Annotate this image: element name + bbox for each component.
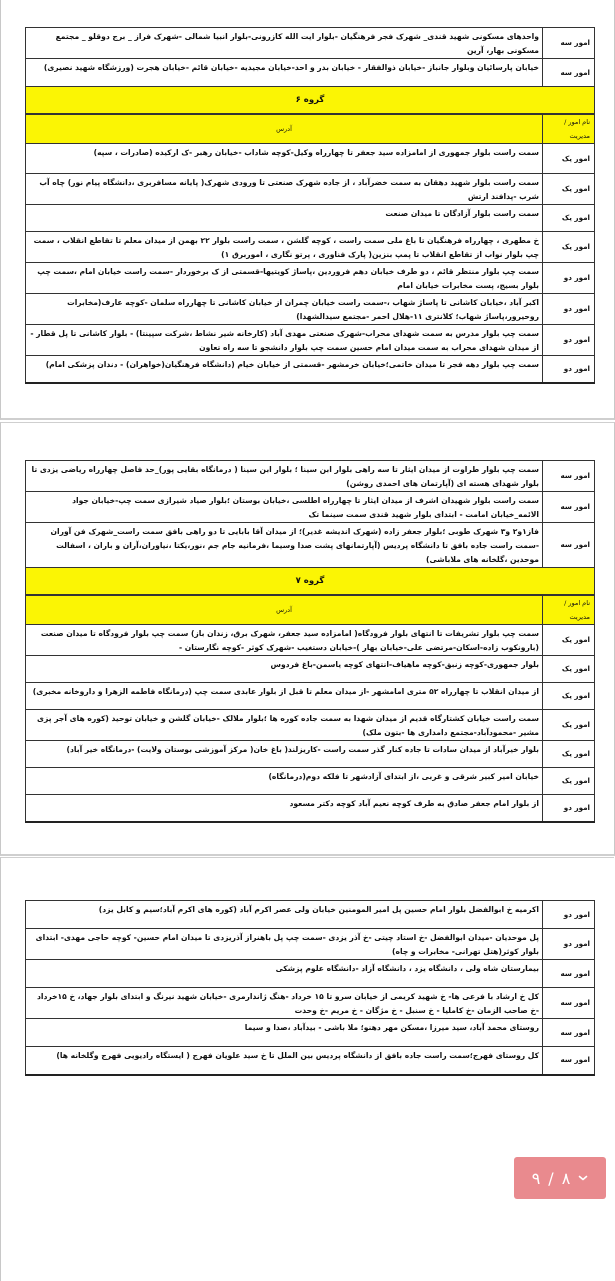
dept-cell: امور سه — [543, 1019, 595, 1047]
column-header-address: آدرس — [26, 595, 543, 625]
table-row — [26, 205, 595, 232]
column-header-address: آدرس — [26, 114, 543, 144]
schedule-table-page-1 — [25, 27, 595, 384]
dept-cell: امور سه — [543, 492, 595, 523]
group-title: گروه ۶ — [26, 87, 595, 115]
dept-cell: امور دو — [543, 356, 595, 383]
table-row — [26, 741, 595, 768]
table-row — [26, 960, 595, 988]
address-cell: خیابان پارسائیان وبلوار جانباز -خیابان ذوالفقار - خیابان بدر و احد-خیابان مجیدیه -خیابان قائم -خیابان هجرت (ورزشگاه شهید نصیری) — [26, 59, 543, 87]
dept-cell: امور یک — [543, 205, 595, 232]
address-cell: سمت راست خیابان کشتارگاه قدیم از میدان شهدا به سمت جاده کوره ها ؛بلوار ملالک -خیابان گلشن و خیابان توحید (کوره های آجر پزی مشیر -محمودآباد-مجتمع دامداری ها -بتون ملک) — [26, 710, 543, 741]
dept-cell: امور سه — [543, 988, 595, 1019]
column-header-row — [26, 114, 595, 144]
address-cell: سمت راست بلوار جمهوری از امامزاده سید جعفر تا چهارراه وکیل-کوچه شاداب -خیابان رهبر -ک ارکیده (صادرات ، سپه) — [26, 144, 543, 174]
table-row — [26, 929, 595, 960]
address-cell: سمت چپ بلوار تشریفات تا انتهای بلوار فرودگاه( امامزاده سید جعفر، شهرک برق، زندان باز) سمت چپ بلوار فرودگاه تا میدان صنعت (بارونکوب زاده-اسکان-مرتضی علی-خیابان بهار )-خیابان دستغیب -شهرک کوثر -کوچه نگارستان - — [26, 625, 543, 656]
address-cell: فاز۱و۲ و۳ شهرک طوبی ؛بلوار جعفر زاده (شهرک اندیشه غدیر)؛ از میدان آقا بابایی تا دو راهی بافق سمت راست_شهرک فن آوران -سمت راست جاده بافق تا دانشگاه پردیس (آپارتمانهای پشت صدا وسیما ،فرمانیه جام جم ،نور،یکتا ،نیاوران،آران و باران ، اسفالت موحدین ،گلخانه های ملاباشی) — [26, 523, 543, 568]
table-row — [26, 232, 595, 263]
table-row — [26, 356, 595, 383]
dept-cell: امور دو — [543, 325, 595, 356]
table-row — [26, 795, 595, 822]
schedule-table-page-2 — [25, 460, 595, 823]
table-row — [26, 1019, 595, 1047]
dept-cell: امور دو — [543, 795, 595, 822]
address-cell: واحدهای مسکونی شهید قندی_ شهرک فجر فرهنگیان -بلوار ایت الله کازرونی-بلوار انبیا شمالی -شهرک فراز _ برج دوقلو _ مجتمع مسکونی بهار، آرین — [26, 28, 543, 59]
address-cell: روستای محمد آباد، سید میرزا ،مسکن مهر دهنو؛ ملا باشی - بیدآباد ،صدا و سیما — [26, 1019, 543, 1047]
column-header-dept: نام امور /مدیریت — [543, 595, 595, 625]
dept-cell: امور یک — [543, 656, 595, 683]
dept-cell: امور سه — [543, 28, 595, 59]
page-total: ۹ — [531, 1168, 541, 1188]
table-row — [26, 988, 595, 1019]
group-title: گروه ۷ — [26, 568, 595, 596]
address-cell: از بلوار امام جعفر صادق به طرف کوچه نعیم آباد کوچه دکتر مسعود — [26, 795, 543, 822]
table-row — [26, 656, 595, 683]
address-cell: سمت چپ بلوار مدرس به سمت شهدای محراب-شهرک صنعتی مهدی آباد (کارخانه شیر نشاط ،شرکت سپینتا) - بلوار کاشانی تا پل قطار - از میدان شهدای محراب به سمت میدان امام حسین سمت چپ بلوار دانشجو تا سه راه تعاون — [26, 325, 543, 356]
page-current: ۸ — [561, 1168, 571, 1188]
table-row — [26, 263, 595, 294]
table-row — [26, 461, 595, 492]
dept-cell: امور سه — [543, 59, 595, 87]
dept-cell: امور یک — [543, 768, 595, 795]
table-row — [26, 294, 595, 325]
address-cell: سمت راست بلوار شهید دهقان به سمت خضرآباد ، از جاده شهرک صنعتی تا ورودی شهرک( پایانه مسافربری ،دانشگاه پیام نور) چاه آب شرب -پدافند ارتش — [26, 174, 543, 205]
address-cell: سمت راست بلوار آزادگان تا میدان صنعت — [26, 205, 543, 232]
page-indicator-button[interactable] — [514, 1157, 606, 1199]
table-row — [26, 144, 595, 174]
address-cell: بلوار خیرآباد از میدان سادات تا جاده کنار گذر سمت راست -کاریزلند( باغ خان( مرکز آموزشی بوستان ولایت) -درمانگاه خیر آباد) — [26, 741, 543, 768]
schedule-table-page-3 — [25, 900, 595, 1076]
dept-cell: امور یک — [543, 710, 595, 741]
dept-cell: امور یک — [543, 232, 595, 263]
dept-cell: امور یک — [543, 683, 595, 710]
address-cell: سمت چپ بلوار طراوت از میدان ایثار تا سه راهی بلوار ابن سینا ؛ بلوار ابن سینا ( درمانگاه بقایی پور)_حد فاصل چهارراه ریاضی یزدی تا بلوار شهدای هسته ای (آپارتمان های احمدی روشن) — [26, 461, 543, 492]
dept-cell: امور یک — [543, 174, 595, 205]
table-row — [26, 768, 595, 795]
document-page-3 — [0, 857, 614, 1281]
address-cell: خیابان امیر کبیر شرقی و غربی ،از ابتدای آزادشهر تا فلکه دوم(درمانگاه) — [26, 768, 543, 795]
chevron-down-icon — [578, 1173, 588, 1183]
dept-cell: امور سه — [543, 1047, 595, 1075]
dept-cell: امور دو — [543, 929, 595, 960]
table-row — [26, 523, 595, 568]
table-row — [26, 174, 595, 205]
address-cell: کل روستای فهرج؛سمت راست جاده بافق از دانشگاه پردیس بین الملل تا خ سید علویان فهرج ( ایستگاه رادیویی فهرج وگلخانه ها) — [26, 1047, 543, 1075]
dept-cell: امور یک — [543, 741, 595, 768]
address-cell: پل موحدیان -میدان ابوالفضل -خ استاد چیتی -خ آذر یزدی -سمت چپ پل باهنراز آذریزدی تا میدان امام حسین- کوچه حاجی مهدی- ابتدای بلوار کوثر(هتل تهرانی- مخابرات و چاه) — [26, 929, 543, 960]
page-separator: / — [548, 1168, 554, 1188]
dept-cell: امور دو — [543, 901, 595, 929]
table-row — [26, 28, 595, 59]
table-row — [26, 901, 595, 929]
dept-cell: امور دو — [543, 294, 595, 325]
address-cell: خ مطهری ، چهارراه فرهنگیان تا باغ ملی سمت راست ، کوچه گلشن ، سمت راست بلوار ۲۲ بهمن از میدان معلم تا تقاطع انقلاب ، سمت چپ بلوار نواب از تقاطع انقلاب تا پمپ بنزین( پارک فناوری ، پرتو نگاری ، اموربرق ۱) — [26, 232, 543, 263]
address-cell: اکرمیه خ ابوالفضل بلوار امام حسین پل امیر المومنین خیابان ولی عصر اکرم آباد (کوره های اکرم آباد؛سیم و کابل یزد) — [26, 901, 543, 929]
table-row — [26, 1047, 595, 1075]
address-cell: از میدان انقلاب تا چهارراه ۵۲ متری امامشهر -از میدان معلم تا قبل از بلوار عابدی سمت چپ (درمانگاه فاطمه الزهرا و داروخانه مخبری) — [26, 683, 543, 710]
table-row — [26, 683, 595, 710]
dept-cell: امور یک — [543, 144, 595, 174]
dept-cell: امور سه — [543, 523, 595, 568]
address-cell: سمت چپ بلوار منتظر قائم ، دو طرف خیابان دهم فروردین ،پاساژ کویتیها-قسمتی از ک برخوردار -سمت راست خیابان امام ،سمت چپ بلوار بسیج، پست مخابرات خیابان امام — [26, 263, 543, 294]
column-header-row — [26, 595, 595, 625]
document-page-1 — [0, 0, 615, 420]
document-page-2 — [0, 422, 615, 856]
dept-cell: امور یک — [543, 625, 595, 656]
address-cell: اکبر آباد ،خیابان کاشانی تا پاساژ شهاب ،-سمت راست خیابان چمران از خیابان کاشانی تا چهارراه سلمان -کوچه عارف(مخابرات روحیرور،پاساژ شهاب؛ کلانتری ۱۱-هلال احمر -مجتمع سیدالشهدا) — [26, 294, 543, 325]
address-cell: سمت چپ بلوار دهه فجر تا میدان خاتمی؛خیابان خرمشهر -قسمتی از خیابان خیام (دانشگاه فرهنگیان(خواهران) - دندان پزشکی امام) — [26, 356, 543, 383]
address-cell: سمت راست بلوار شهیدان اشرف از میدان ایثار تا چهارراه اطلسی ،خیابان بوستان ؛بلوار صیاد شیرازی سمت چپ-خیابان جواد الائمه_خیابان امامت - ابتدای بلوار شهید قندی سمت سینما تک — [26, 492, 543, 523]
dept-cell: امور سه — [543, 960, 595, 988]
table-row — [26, 492, 595, 523]
address-cell: بلوار جمهوری-کوچه زنبق-کوچه ماهیاف-انتهای کوچه یاسمن-باغ فردوس — [26, 656, 543, 683]
column-header-dept: نام امور /مدیریت — [543, 114, 595, 144]
address-cell: کل خ ارشاد با فرعی ها- خ شهید کریمی از خیابان سرو تا ۱۵ خرداد -هنگ ژاندارمری -خیابان شهید نیرنگ و ابتدای بلوار جهاد، خ ۱۵خرداد -خ صاحب الزمان -خ کاملیا - خ سنبل - خ مژگان - خ مریم -خ وحدت — [26, 988, 543, 1019]
table-row — [26, 59, 595, 87]
address-cell: بیمارستان شاه ولی ، دانشگاه یزد ، دانشگاه آزاد -دانشگاه علوم پزشکی — [26, 960, 543, 988]
group-header-row — [26, 568, 595, 596]
group-header-row — [26, 87, 595, 115]
table-row — [26, 625, 595, 656]
dept-cell: امور دو — [543, 263, 595, 294]
table-row — [26, 710, 595, 741]
table-row — [26, 325, 595, 356]
dept-cell: امور سه — [543, 461, 595, 492]
